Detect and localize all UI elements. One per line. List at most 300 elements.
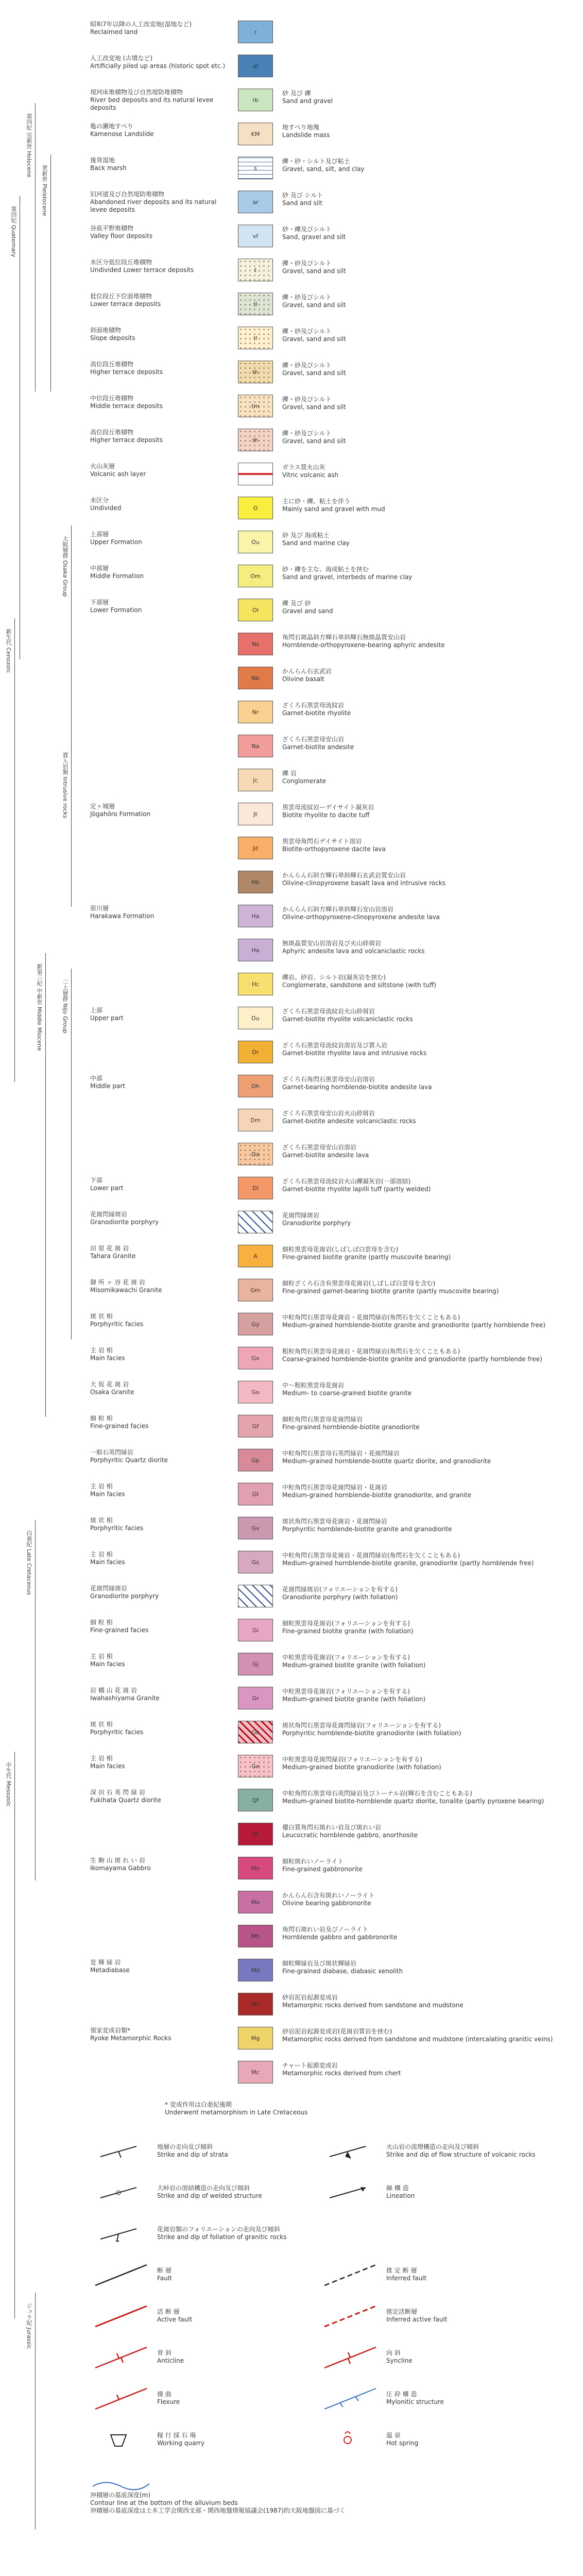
unit-swatch: Gf <box>238 1415 273 1437</box>
unit-name <box>90 497 229 512</box>
unit-name <box>90 361 229 376</box>
unit-description <box>282 158 571 173</box>
unit-description-ja: ガラス質火山灰 <box>282 464 325 471</box>
group-bracket <box>35 103 36 392</box>
unit-swatch: Md <box>238 1959 273 1981</box>
unit-name-en: Fine-grained facies <box>90 1626 149 1634</box>
symbol-icon <box>319 2425 381 2455</box>
group-label: 第四紀 完新世 Holocene <box>26 113 32 178</box>
unit-swatch: rb <box>238 89 273 111</box>
unit-swatch: Ml <box>238 1823 273 1845</box>
group-label: 白亜紀 Late Cretaceous <box>26 1530 32 1595</box>
unit-description-ja: 礫・砂及びシルト <box>282 396 332 403</box>
legend-unit <box>0 594 583 628</box>
unit-description <box>282 1620 571 1635</box>
unit-swatch: tl <box>238 327 273 349</box>
symbol-label <box>386 2349 583 2365</box>
unit-name-en: Tahara Granite <box>90 1252 136 1260</box>
legend-unit <box>0 1206 583 1240</box>
unit-description-ja: 礫岩、砂岩、シルト岩(凝灰岩を挟む) <box>282 974 386 981</box>
unit-swatch: Jc <box>238 769 273 791</box>
unit-description-en: Vitric volcanic ash <box>282 471 338 479</box>
unit-description <box>282 872 571 887</box>
unit-description-en: Hornblende-orthopyroxene-bearing aphyric andesite <box>282 641 445 649</box>
symbol-label-ja: 温 泉 <box>386 2432 401 2439</box>
legend-unit <box>0 151 583 185</box>
unit-description-en: Sand and silt <box>282 199 323 207</box>
unit-name <box>90 1007 229 1022</box>
symbol-right <box>319 2177 583 2208</box>
group-label: 二上層群 Nijo Group <box>62 979 68 1033</box>
unit-name-en: Jōgahōro Formation <box>90 810 151 818</box>
unit-name <box>90 21 229 36</box>
unit-description-en: Fine-grained biotite granite (with foliation) <box>282 1628 414 1635</box>
unit-name-en: Granodiorite porphyry <box>90 1592 159 1600</box>
unit-description <box>282 1586 571 1601</box>
unit-description-en: Gravel, sand and silt <box>282 369 346 377</box>
unit-description-ja: ざくろ石黒雲母流紋岩溶岩及び貫入岩 <box>282 1042 388 1049</box>
group-label: ジュラ紀 Jurassic <box>26 2303 32 2349</box>
unit-name <box>90 1857 229 1872</box>
group-bracket <box>45 953 46 1417</box>
unit-name-en: Porphyritic facies <box>90 1524 144 1532</box>
metamorphism-note-ja: * 変成作用は白亜紀後期 <box>165 2101 232 2108</box>
group-bracket <box>71 526 72 742</box>
footer-line-2: Contour line at the bottom of the alluvium beds <box>90 2499 238 2506</box>
unit-description-en: Gravel and sand <box>282 607 333 615</box>
unit-description-en: Sand and gravel, interbeds of marine clay <box>282 573 413 581</box>
unit-description-ja: 中粒黒雲母花崗閃緑岩(フォリエーションを有する) <box>282 1756 423 1763</box>
legend-unit <box>0 423 583 457</box>
unit-name-en: Middle part <box>90 1082 126 1090</box>
unit-description-en: Leucocratic hornblende gabbro, anorthosite <box>282 1832 418 1839</box>
unit-name-ja: 生 駒 山 斑 れ い 岩 <box>90 1857 145 1864</box>
unit-name-ja: 高位段丘堆積物 <box>90 361 134 368</box>
unit-name-ja: 一般石英閃緑岩 <box>90 1449 134 1456</box>
unit-swatch: Ha <box>238 905 273 927</box>
unit-name <box>90 1075 229 1090</box>
unit-name <box>90 259 229 274</box>
unit-description-ja: ざくろ石黒雲母流紋岩 <box>282 702 345 709</box>
legend-unit <box>0 49 583 83</box>
unit-name <box>90 1347 229 1362</box>
legend-unit <box>0 900 583 934</box>
unit-swatch: Jt <box>238 803 273 825</box>
unit-description-en: Granodiorite porphyry (with foliation) <box>282 1594 398 1601</box>
unit-description <box>282 464 571 479</box>
unit-description-ja: 細粒ざくろ石含有黒雲母花崗岩(しばしば白雲母を含む) <box>282 1280 436 1287</box>
unit-description <box>282 600 571 615</box>
group-label: 新生代 Cenozoic <box>5 629 12 673</box>
footer-line-3: 沖積層の基底深度は土木工学会関西支部・関西地盤情報協議会(1987)的大阪地盤図に基づく <box>90 2507 346 2514</box>
legend-unit <box>0 389 583 423</box>
unit-swatch: Ha <box>238 939 273 961</box>
symbol-label-ja: 稼 行 採 石 場 <box>157 2432 196 2439</box>
legend-unit <box>0 1308 583 1342</box>
unit-description-ja: 角閃石斑晶斜方輝石単斜輝石無斑晶質安山岩 <box>282 634 406 641</box>
unit-name-ja: 亀の瀬地すべり <box>90 123 133 130</box>
unit-name-en: Abandoned river deposits and its natural levee deposits <box>90 198 217 213</box>
unit-description-en: Gravel, sand and silt <box>282 437 346 445</box>
unit-description-ja: 細粒斑れいノーライト <box>282 1858 344 1865</box>
unit-description-en: Olivine-orthopyroxene-clinopyroxene andesite lava <box>282 913 440 921</box>
symbol-label-en: Inferred fault <box>386 2275 427 2282</box>
symbol-icon <box>319 2383 381 2414</box>
unit-swatch <box>238 463 273 485</box>
legend-unit <box>0 730 583 764</box>
unit-description-en: Fine-grained biotite granite (partly muscovite bearing) <box>282 1253 451 1261</box>
unit-description-ja: 礫・砂及びシルト <box>282 294 332 301</box>
unit-description <box>282 2062 571 2077</box>
unit-swatch <box>238 1211 273 1233</box>
legend-unit <box>0 1988 583 2022</box>
unit-name <box>90 1449 229 1464</box>
unit-name-ja: 下部 <box>90 1177 103 1184</box>
unit-description <box>282 1790 571 1805</box>
legend-unit <box>0 798 583 832</box>
unit-description-en: Medium-grained hornblende-biotite granodiorite, and granite <box>282 1492 472 1499</box>
unit-swatch: tl <box>238 293 273 315</box>
footer-text <box>90 2492 554 2515</box>
unit-description <box>282 1552 571 1567</box>
legend-unit <box>0 253 583 287</box>
legend-unit <box>0 1512 583 1546</box>
unit-description-ja: 角閃石斑れい岩及びノーライト <box>282 1926 369 1933</box>
unit-description-ja: 無斑晶質安山岩溶岩及び火山砕屑岩 <box>282 940 382 947</box>
unit-description <box>282 2028 571 2043</box>
unit-description-ja: 砂・礫及びシルト <box>282 226 332 233</box>
unit-name-ja: 上部層 <box>90 531 109 538</box>
legend-unit <box>0 1920 583 1954</box>
unit-name-en: Kamenose Landslide <box>90 130 154 138</box>
unit-description-en: Sand and marine clay <box>282 539 350 547</box>
unit-swatch: Dm <box>238 1109 273 1131</box>
symbol-label-ja: 断 層 <box>157 2267 172 2274</box>
unit-swatch: Gy <box>238 1313 273 1335</box>
unit-description-en: Olivine-clinopyroxene basalt lava and intrusive rocks <box>282 879 446 887</box>
unit-name-ja: 後背湿地 <box>90 157 115 164</box>
symbol-label-en: Active fault <box>157 2316 193 2323</box>
unit-swatch: Go <box>238 1381 273 1403</box>
unit-name <box>90 599 229 614</box>
legend-unit <box>0 1750 583 1784</box>
unit-description <box>282 260 571 275</box>
unit-description-en: Hornblende gabbro and gabbronorite <box>282 1934 398 1941</box>
unit-swatch: Qf <box>238 1789 273 1811</box>
legend-unit <box>0 968 583 1002</box>
unit-description-ja: 細粒角閃石黒雲母花崗閃緑岩 <box>282 1416 363 1423</box>
unit-description-en: Fine-grained hornblende-biotite granodiorite <box>282 1423 420 1431</box>
unit-swatch: Ns <box>238 633 273 655</box>
symbol-label-en: Inferred active fault <box>386 2316 448 2323</box>
unit-name-en: Middle Formation <box>90 572 144 580</box>
unit-name-en: Ryoke Metamorphic Rocks <box>90 2035 172 2042</box>
legend-unit <box>0 1818 583 1852</box>
unit-swatch: ar <box>238 191 273 213</box>
unit-name-en: Middle terrace deposits <box>90 402 163 410</box>
unit-name-en: River bed deposits and its natural levee deposits <box>90 96 214 111</box>
unit-description <box>282 906 571 921</box>
unit-swatch: s <box>238 157 273 179</box>
unit-description-ja: 中粒黒雲母花崗岩(フォリエーションを有する) <box>282 1654 410 1661</box>
unit-swatch: Nb <box>238 667 273 689</box>
unit-description-ja: 砂岩泥岩起源変成岩(花崗岩質岩を挟む) <box>282 2028 392 2035</box>
unit-name <box>90 1619 229 1634</box>
unit-description-en: Medium-grained hornblende-biotite granite, granodiorite (partly hornblende free) <box>282 1560 534 1567</box>
group-bracket <box>14 618 15 1082</box>
unit-description-ja: 砂岩泥岩起源変成岩 <box>282 1994 338 2001</box>
legend-unit <box>0 1580 583 1614</box>
unit-description <box>282 1008 571 1023</box>
group-label: 更新世 Pleistocene <box>41 165 48 216</box>
unit-swatch: A <box>238 1245 273 1267</box>
unit-description <box>282 668 571 683</box>
symbol-icon <box>90 2177 152 2208</box>
unit-description-en: Conglomerate <box>282 777 327 785</box>
unit-name-ja: 中部 <box>90 1075 103 1082</box>
unit-name-ja: 未区分低位段丘堆積物 <box>90 259 152 266</box>
unit-description-en: Gravel, sand and silt <box>282 335 346 343</box>
unit-description-en: Landslide mass <box>282 131 330 139</box>
unit-swatch: Jd <box>238 837 273 859</box>
unit-swatch: r <box>238 21 273 43</box>
group-bracket <box>71 742 72 907</box>
unit-description-en: Aphyric andesite lava and volcaniclastic rocks <box>282 947 425 955</box>
unit-swatch: Gs <box>238 1551 273 1573</box>
unit-description <box>282 362 571 377</box>
unit-description-ja: 礫・砂及びシルト <box>282 362 332 369</box>
unit-description <box>282 736 571 751</box>
unit-name-ja: 主 岩 相 <box>90 1347 113 1354</box>
unit-description <box>282 1348 571 1363</box>
unit-name-en: Reclaimed land <box>90 28 138 36</box>
group-bracket <box>50 155 51 392</box>
legend-unit <box>0 526 583 560</box>
unit-name <box>90 1279 229 1294</box>
unit-name <box>90 1585 229 1600</box>
legend-unit <box>0 1104 583 1138</box>
unit-name <box>90 1959 229 1974</box>
unit-swatch: Nr <box>238 701 273 723</box>
unit-swatch: Dl <box>238 1177 273 1199</box>
unit-swatch: Gu <box>238 1721 273 1743</box>
unit-name <box>90 1211 229 1226</box>
unit-name-ja: 高位段丘堆積物 <box>90 429 134 436</box>
unit-description-ja: 砂 及び 海成粘土 <box>282 532 330 539</box>
legend-unit <box>0 560 583 594</box>
unit-name-en: Main facies <box>90 1660 125 1668</box>
unit-name <box>90 327 229 342</box>
unit-description-ja: 中粒黒雲母花崗岩(フォリエーションを有する) <box>282 1688 410 1695</box>
unit-name <box>90 1415 229 1430</box>
unit-description-en: Gravel, sand and silt <box>282 267 346 275</box>
legend-unit <box>0 1138 583 1172</box>
symbol-label-en: Working quarry <box>157 2439 205 2447</box>
unit-description-en: Metamorphic rocks derived from sandstone and mudstone <box>282 2002 464 2009</box>
symbol-right <box>319 2136 583 2167</box>
unit-name-ja: 上部 <box>90 1007 103 1014</box>
legend-unit <box>0 1648 583 1682</box>
unit-description-en: Olivine basalt <box>282 675 324 683</box>
unit-description <box>282 1382 571 1397</box>
unit-name <box>90 565 229 580</box>
unit-description-en: Garnet-biotite andesite volcaniclastic rocks <box>282 1117 416 1125</box>
unit-name-ja: 花崗閃緑斑岩 <box>90 1211 128 1218</box>
symbol-label-ja: 地層の走向及び傾斜 <box>157 2143 213 2150</box>
unit-name-ja: 主 岩 相 <box>90 1653 113 1660</box>
symbol-label-en: Fault <box>157 2275 172 2282</box>
unit-name <box>90 1789 229 1804</box>
unit-description-en: Medium-grained hornblende-biotite quartz diorite, and granodiorite <box>282 1458 491 1465</box>
unit-swatch: Gi <box>238 1619 273 1641</box>
unit-description <box>282 430 571 445</box>
legend-unit <box>0 83 583 117</box>
unit-name <box>90 395 229 410</box>
unit-name <box>90 1721 229 1736</box>
unit-name-ja: 定ヶ城層 <box>90 803 115 810</box>
unit-description <box>282 328 571 343</box>
unit-name <box>90 1551 229 1566</box>
unit-description <box>282 1960 571 1975</box>
symbol-label-en: Strike and dip of strata <box>157 2151 228 2158</box>
symbol-label-en: Strike and dip of welded structure <box>157 2192 262 2199</box>
unit-description <box>282 1178 571 1193</box>
unit-swatch: Gr <box>238 1687 273 1709</box>
unit-swatch: Gx <box>238 1347 273 1369</box>
unit-description <box>282 838 571 853</box>
unit-description <box>282 1824 571 1839</box>
symbol-label-ja: 花崗岩類のフォリエーションの走向及び傾斜 <box>157 2226 280 2233</box>
unit-description <box>282 940 571 955</box>
unit-description-en: Medium-grained biotite granite (with foliation) <box>282 1662 426 1669</box>
legend-unit <box>0 457 583 492</box>
unit-name-en: Ikomayama Gabbro <box>90 1865 151 1872</box>
unit-description-en: Biotite rhyolite to dacite tuff <box>282 811 370 819</box>
unit-description <box>282 226 571 241</box>
unit-description-ja: 細粒黒雲母花崗岩(しばしば白雲母を含む) <box>282 1246 399 1253</box>
unit-swatch: Gt <box>238 1483 273 1505</box>
unit-name <box>90 157 229 172</box>
unit-description-ja: 優白質角閃石斑れい岩及び斑れい岩 <box>282 1824 382 1831</box>
symbol-icon <box>319 2301 381 2332</box>
legend-unit <box>0 1274 583 1308</box>
unit-description-en: Porphyritic hornblende-biotite granite and granodiorite <box>282 1526 452 1533</box>
unit-description-ja: ざくろ石黒雲母安山岩溶岩 <box>282 1144 357 1151</box>
unit-name <box>90 1755 229 1770</box>
metamorphism-note-en: Underwent metamorphism in Late Cretaceous <box>165 2109 308 2116</box>
legend-unit <box>0 1444 583 1478</box>
unit-name-ja: 細 粒 相 <box>90 1619 113 1626</box>
unit-name-ja: 旧河道及び自然堤防堆積物 <box>90 191 165 198</box>
unit-description-en: Metamorphic rocks derived from sandstone and mudstone (intercalating granitic veins) <box>282 2036 553 2043</box>
legend-unit <box>0 2056 583 2090</box>
unit-name-ja: 変 輝 緑 岩 <box>90 1959 121 1966</box>
unit-name-en: Main facies <box>90 1354 125 1362</box>
unit-name-en: Valley floor deposits <box>90 232 153 240</box>
unit-swatch: Ms <box>238 1993 273 2015</box>
group-bracket <box>35 1520 36 1880</box>
legend-unit <box>0 1886 583 1920</box>
unit-name-ja: 主 岩 相 <box>90 1483 113 1490</box>
symbol-icon <box>319 2136 381 2167</box>
unit-description <box>282 1756 571 1771</box>
unit-description-ja: ざくろ石黒雲母安山岩火山砕屑岩 <box>282 1110 375 1117</box>
legend-unit <box>0 1172 583 1206</box>
symbol-right <box>319 2383 583 2414</box>
legend-unit <box>0 1002 583 1036</box>
unit-name <box>90 1245 229 1260</box>
unit-description-ja: ざくろ石黒雲母流紋岩火山砕屑岩 <box>282 1008 375 1015</box>
unit-name-en: Upper part <box>90 1014 124 1022</box>
symbol-label-ja: 撓 曲 <box>157 2391 172 2398</box>
legend-unit <box>0 832 583 866</box>
unit-swatch <box>238 1585 273 1607</box>
unit-description-ja: 主に砂・礫、粘土を伴う <box>282 498 351 505</box>
unit-description-en: Garnet-biotite rhyolite lapilli tuff (partly welded) <box>282 1185 431 1193</box>
symbol-label <box>157 2226 363 2241</box>
symbol-label-ja: 推 定 断 層 <box>386 2267 417 2274</box>
unit-name-ja: 下部層 <box>90 599 109 606</box>
unit-description <box>282 1212 571 1227</box>
symbol-label-ja: 向 斜 <box>386 2349 401 2357</box>
unit-name-en: Volcanic ash layer <box>90 470 146 478</box>
unit-swatch: Mh <box>238 1925 273 1947</box>
unit-description-ja: 細粒輝緑岩及び斑状輝緑岩 <box>282 1960 357 1967</box>
unit-description-ja: 中粒角閃石黒雲母花崗岩・花崗閃緑岩(角閃石を欠くこともある) <box>282 1314 460 1321</box>
unit-swatch: Du <box>238 1007 273 1029</box>
legend-unit <box>0 492 583 526</box>
unit-swatch: Gj <box>238 1653 273 1675</box>
symbol-label-ja: 活 断 層 <box>157 2308 180 2315</box>
unit-name-ja: 主 岩 相 <box>90 1755 113 1762</box>
legend-unit <box>0 1342 583 1376</box>
legend-unit <box>0 696 583 730</box>
unit-description <box>282 1314 571 1329</box>
legend-unit <box>0 117 583 151</box>
unit-name <box>90 905 229 920</box>
unit-description-en: Coarse-grained hornblende-biotite granite and granodiorite (partly hornblende free) <box>282 1355 542 1363</box>
unit-description-en: Medium-grained biotite granite (with foliation) <box>282 1696 426 1703</box>
symbol-icon <box>319 2342 381 2373</box>
symbol-label <box>386 2308 583 2324</box>
unit-description <box>282 1076 571 1091</box>
unit-description-en: Porphyritic hornblende-biotite granodiorite (with foliation) <box>282 1730 461 1737</box>
unit-name-en: Main facies <box>90 1762 125 1770</box>
unit-swatch: Om <box>238 565 273 587</box>
unit-description-ja: 礫・砂及びシルト <box>282 328 332 335</box>
symbol-left <box>90 2218 368 2249</box>
symbol-label-en: Strike and dip of foliation of granitic rocks <box>157 2233 287 2241</box>
unit-name-ja: 御 所 ヶ 谷 花 崗 岩 <box>90 1279 145 1286</box>
unit-description <box>282 1892 571 1907</box>
unit-name-en: Higher terrace deposits <box>90 436 163 444</box>
symbol-label-en: Mylonitic structure <box>386 2398 444 2405</box>
unit-name-en: Undivided <box>90 504 122 512</box>
unit-description-ja: 粗粒角閃石黒雲母花崗岩・花崗閃緑岩(角閃石を欠くこともある) <box>282 1348 460 1355</box>
symbol-label-ja: 背 斜 <box>157 2349 172 2357</box>
unit-description <box>282 770 571 785</box>
unit-swatch: Na <box>238 735 273 757</box>
symbol-right <box>319 2342 583 2373</box>
symbol-icon <box>90 2383 152 2414</box>
symbol-label-en: Lineation <box>386 2192 415 2199</box>
legend-unit <box>0 1546 583 1580</box>
unit-description-en: Granodiorite porphyry <box>282 1219 351 1227</box>
legend-unit <box>0 1070 583 1104</box>
legend-unit <box>0 662 583 696</box>
symbol-label-en: Anticline <box>157 2357 184 2364</box>
symbol-icon <box>90 2425 152 2455</box>
